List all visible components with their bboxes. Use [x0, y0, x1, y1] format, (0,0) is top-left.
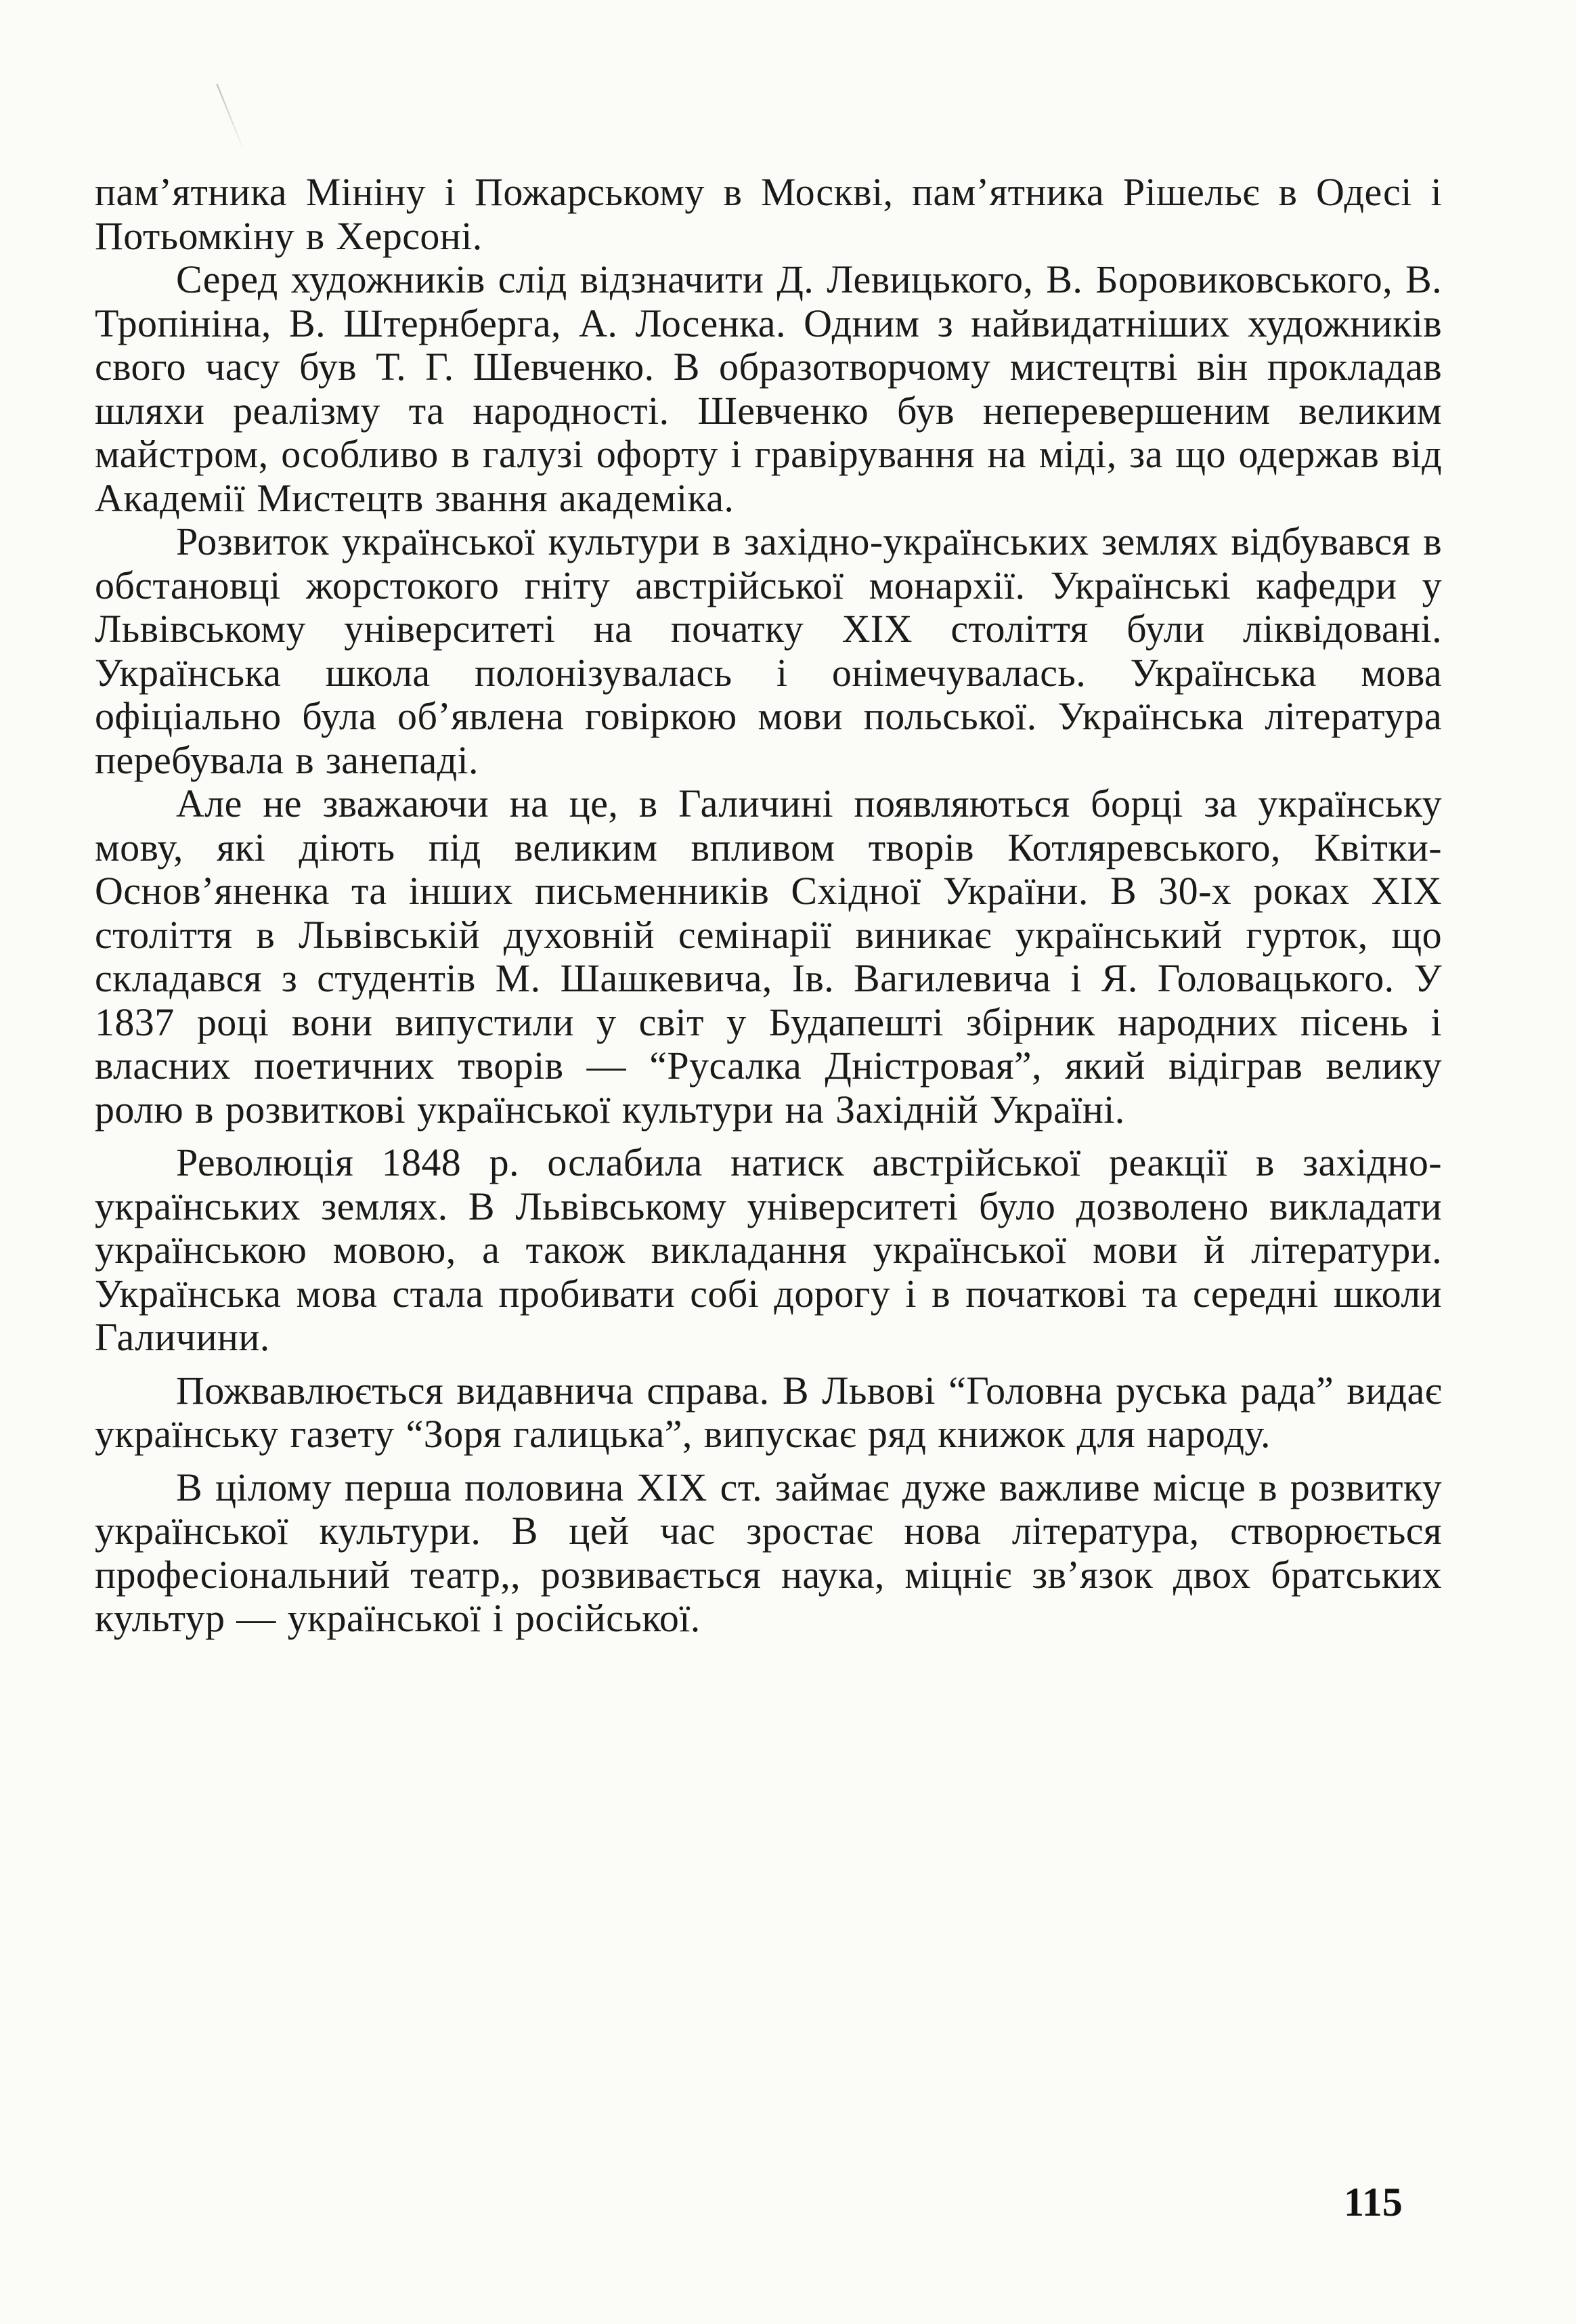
paragraph-continuation: пам’ятника Мініну і Пожарському в Москві, пам’ятника Рішельє в Одесі і Потьомкіну в Херсоні.	[95, 170, 1442, 258]
paragraph-publishing: Пожвавлюється видавнича справа. В Львові “Головна руська рада” видає українську газету “Зоря галицька”, випускає ряд книжок для народу.	[95, 1368, 1442, 1456]
body-text	[95, 171, 1442, 1641]
paragraph-revolution-1848: Революція 1848 р. ослабила натиск австрійської реакції в західно-українських землях. В Львівському університеті було дозволено викладати українською мовою, а також викладання української мови й літератури. Українська мова стала пробивати собі дорогу і в початкові та середні школи Галичини.	[95, 1140, 1442, 1359]
paragraph-galicia: Але не зважаючи на це, в Галичині появляються борці за українську мову, які діють під великим впливом творів Котляревського, Квітки-Основ’яненка та інших письменників Східної України. В 30-х роках XIX століття в Львівській духовній семінарії виникає український гурток, що складався з студентів М. Шашкевича, Ів. Вагилевича і Я. Головацького. У 1837 році вони випустили у світ у Будапешті збірник народних пісень і власних поетичних творів — “Русалка Дністровая”, який відіграв велику ролю в розвиткові української культури на Західній Україні.	[95, 781, 1442, 1132]
scan-artifact	[216, 84, 245, 154]
paragraph-western-ukraine: Розвиток української культури в західно-українських землях відбувався в обстановці жорстокого гніту австрійської монархії. Українські кафедри у Львівському університеті на початку XIX століття були ліквідовані. Українська школа полонізувалась і онімечувалась. Українська мова офіціально була об’явлена говіркою мови польської. Українська література перебувала в занепаді.	[95, 519, 1442, 782]
paragraph-artists: Серед художників слід відзначити Д. Левицького, В. Боровиковського, В. Тропініна, В. Штернберга, А. Лосенка. Одним з найвидатніших художників свого часу був Т. Г. Шевченко. В образотворчому мистецтві він прокладав шляхи реалізму та народності. Шевченко був неперевершеним великим майстром, особливо в галузі офорту і гравірування на міді, за що одержав від Академії Мистецтв звання академіка.	[95, 257, 1442, 520]
page-number: 115	[1344, 2180, 1403, 2224]
paragraph-conclusion: В цілому перша половина XIX ст. займає дуже важливе місце в розвитку української культури. В цей час зростає нова література, створюється професіональний театр,, розвивається наука, міцніє зв’язок двох братських культур — української і російської.	[95, 1465, 1442, 1640]
